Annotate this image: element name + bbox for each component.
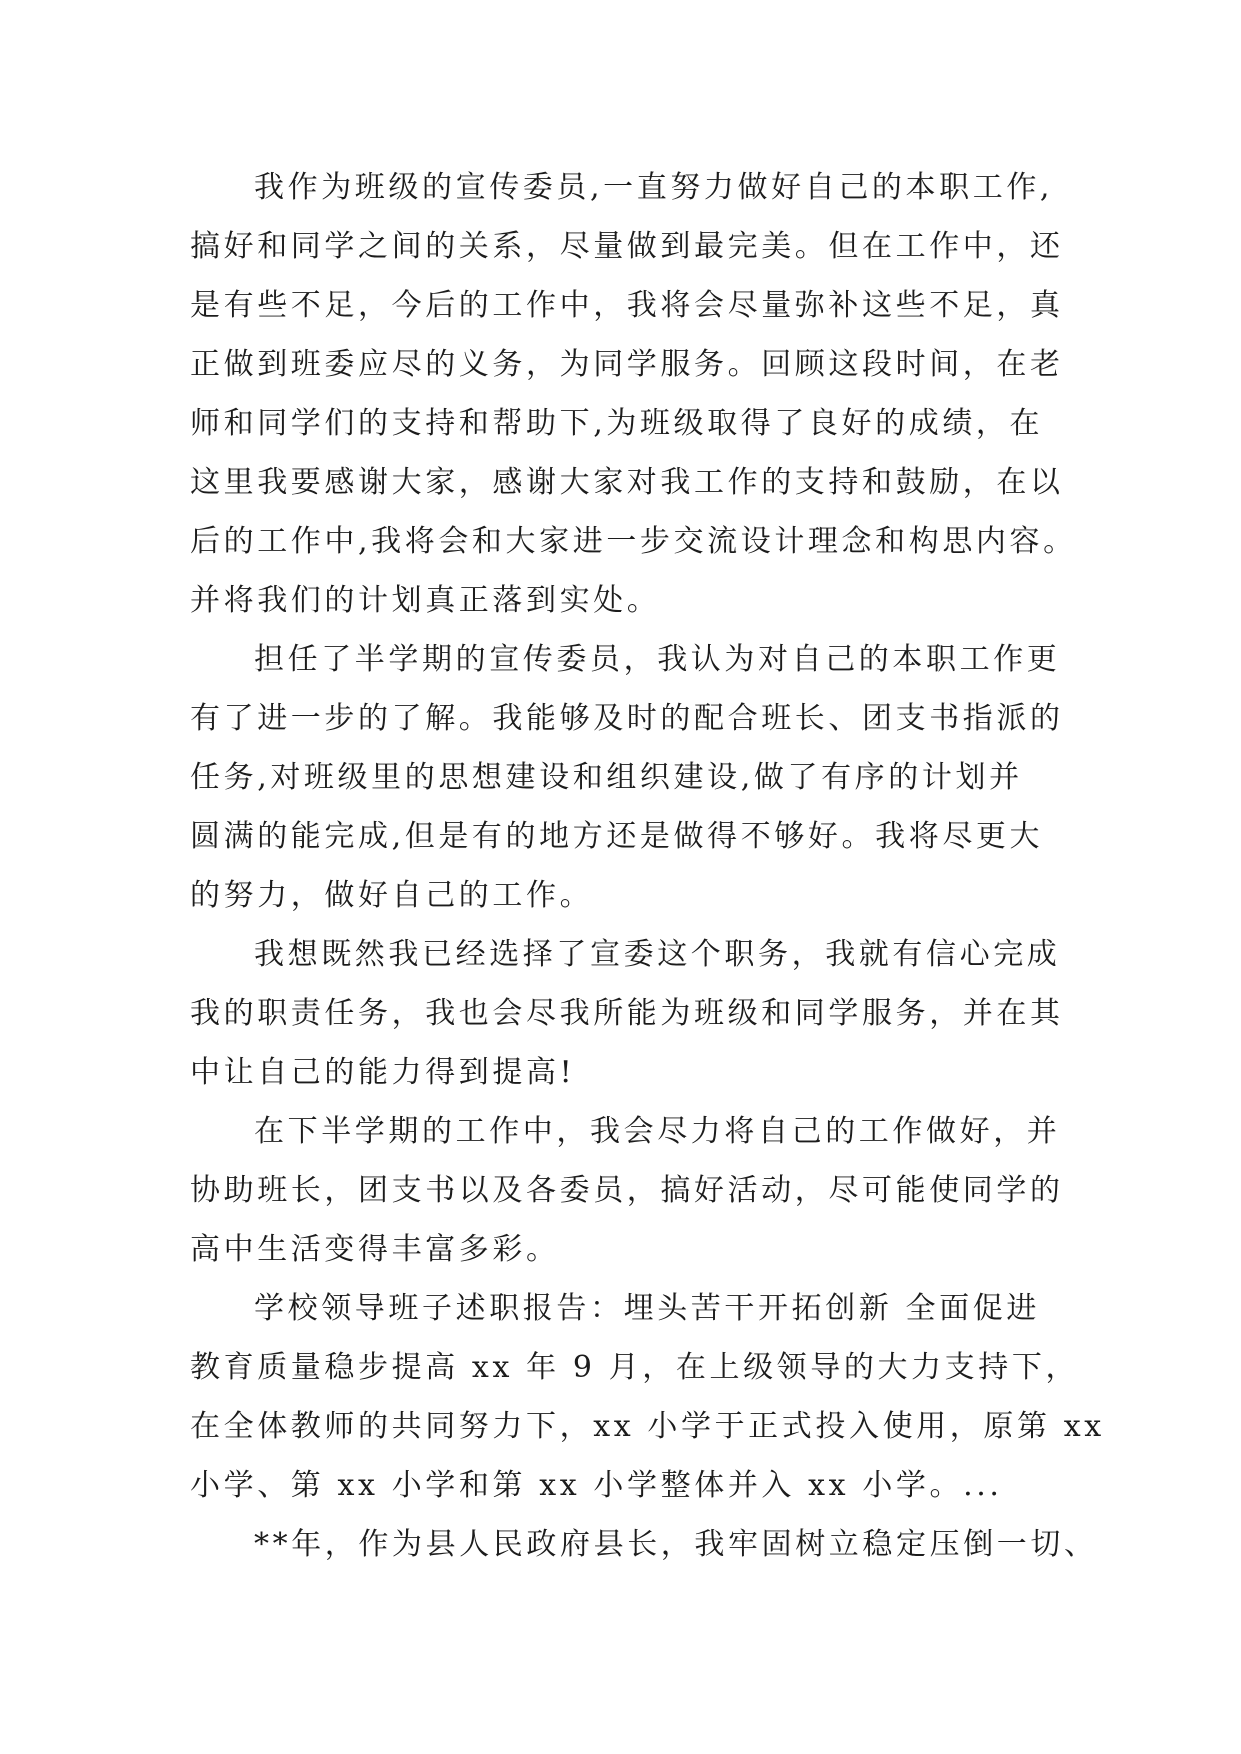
text-line: 任务,对班级里的思想建设和组织建设,做了有序的计划并 [190, 760, 1023, 795]
text-line: 正做到班委应尽的义务，为同学服务。回顾这段时间，在老 [190, 347, 1064, 382]
paragraph-1 [190, 158, 1090, 630]
paragraph-3 [190, 925, 1090, 1102]
text-line: 师和同学们的支持和帮助下,为班级取得了良好的成绩，在 [190, 406, 1044, 441]
text-line: 担任了半学期的宣传委员，我认为对自己的本职工作更 [254, 642, 1061, 677]
text-line: 在下半学期的工作中，我会尽力将自己的工作做好，并 [254, 1114, 1061, 1149]
text-line: 是有些不足，今后的工作中，我将会尽量弥补这些不足，真 [190, 288, 1064, 323]
text-line: 的努力，做好自己的工作。 [190, 878, 594, 913]
text-line: 有了进一步的了解。我能够及时的配合班长、团支书指派的 [190, 701, 1064, 736]
text-line: 小学、第 xx 小学和第 xx 小学整体并入 xx 小学。... [190, 1468, 1003, 1503]
document-body [190, 158, 1105, 1574]
text-line: 我想既然我已经选择了宣委这个职务，我就有信心完成 [254, 937, 1061, 972]
text-line: 中让自己的能力得到提高! [190, 1055, 576, 1090]
paragraph-4 [190, 1102, 1090, 1279]
text-line: 圆满的能完成,但是有的地方还是做得不够好。我将尽更大 [190, 819, 1044, 854]
paragraph-6 [190, 1515, 1098, 1574]
text-line: 我作为班级的宣传委员,一直努力做好自己的本职工作, [254, 170, 1054, 205]
text-line: 我的职责任务，我也会尽我所能为班级和同学服务，并在其 [190, 996, 1064, 1031]
paragraph-2 [190, 630, 1090, 925]
text-line: 这里我要感谢大家，感谢大家对我工作的支持和鼓励，在以 [190, 465, 1064, 500]
text-line: 在全体教师的共同努力下，xx 小学于正式投入使用，原第 xx [190, 1409, 1105, 1444]
text-line: 教育质量稳步提高 xx 年 9 月，在上级领导的大力支持下， [190, 1350, 1080, 1385]
text-line: 并将我们的计划真正落到实处。 [190, 583, 661, 618]
text-line: 高中生活变得丰富多彩。 [190, 1232, 560, 1267]
text-line: 协助班长，团支书以及各委员，搞好活动，尽可能使同学的 [190, 1173, 1064, 1208]
paragraph-5 [190, 1279, 1105, 1515]
text-line: 学校领导班子述职报告：埋头苦干开拓创新 全面促进 [254, 1291, 1040, 1326]
text-line: **年，作为县人民政府县长，我牢固树立稳定压倒一切、 [254, 1527, 1098, 1562]
text-line: 后的工作中,我将会和大家进一步交流设计理念和构思内容。 [190, 524, 1077, 559]
text-line: 搞好和同学之间的关系，尽量做到最完美。但在工作中，还 [190, 229, 1064, 264]
